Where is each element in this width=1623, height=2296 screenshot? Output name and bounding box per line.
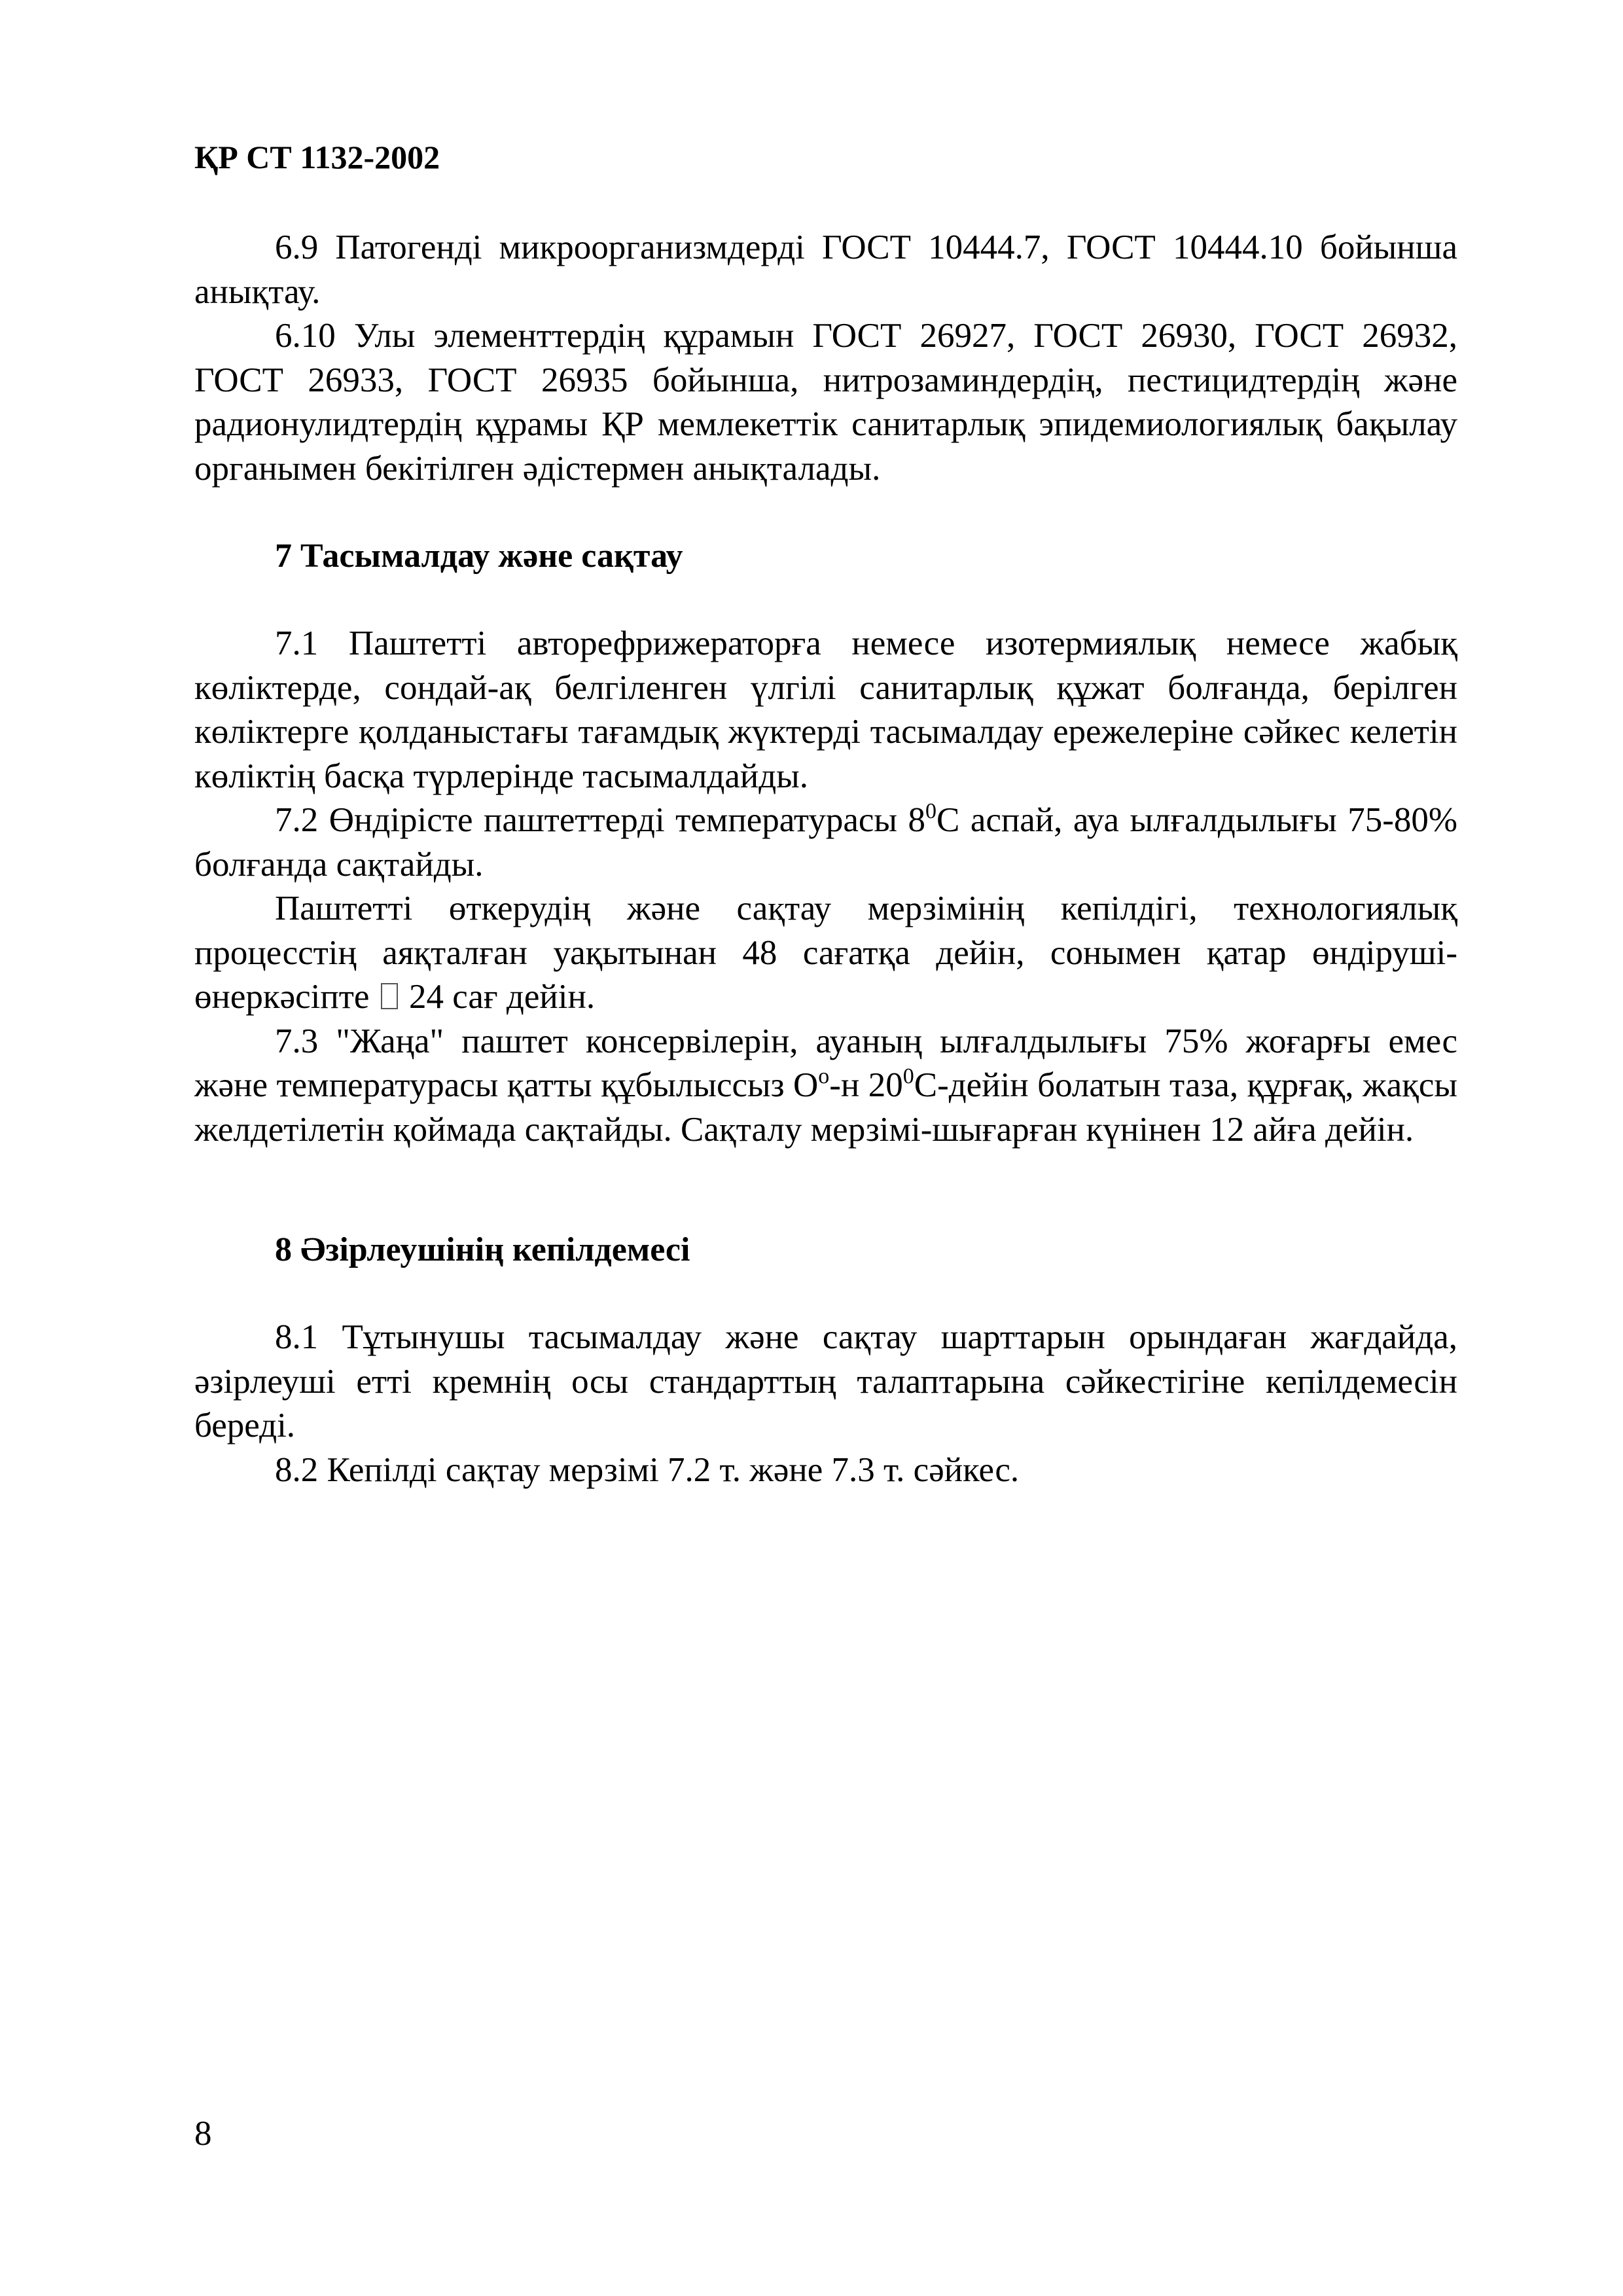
document-code: ҚР СТ 1132-2002	[194, 139, 440, 175]
paragraph-7-2-guarantee-text-a: Паштетті өткерудің және сақтау мерзімінің кепілдігі, технологиялық процесстің аяқталған уақытынан 48 сағатқа дейін, сонымен қатар өндіруші-өнеркәсіпте	[194, 889, 1457, 1016]
paragraph-7-2-text-b: С аспай, ауа ылғалдылығы 75-80% болғанда сақтайды.	[194, 801, 1457, 884]
section-7-body	[194, 622, 1457, 1152]
degree-superscript-1: о	[818, 1064, 830, 1088]
paragraph-7-1: 7.1 Паштетті авторефрижераторға немесе изотермиялық немесе жабық көліктерде, сондай-ақ белгіленген үлгілі санитарлық құжат болғанда, берілген көліктерге қолданыстағы тағамдық жүктерді тасымалдау ережелеріне сәйкес келетін көліктің басқа түрлерінде тасымалдайды.	[194, 624, 1457, 795]
paragraph-7-3	[194, 1020, 1457, 1153]
page-number: 8	[194, 2115, 212, 2153]
section-6-body	[194, 226, 1457, 491]
section-7-heading: 7 Тасымалдау және сақтау	[275, 537, 683, 575]
section-8-heading: 8 Әзірлеушінің кепілдемесі	[275, 1231, 690, 1268]
degree-superscript: 0	[925, 799, 937, 823]
paragraph-7-3-text-b: -н 20	[829, 1066, 903, 1104]
degree-superscript-2: 0	[902, 1064, 914, 1088]
paragraph-7-3-text-a: 7.3 "Жаңа" паштет консервілерін, ауаның ылғалдылығы 75% жоғарғы емес және температурасы қатты құбылыссыз О	[194, 1022, 1457, 1104]
paragraph-7-2-guarantee	[194, 887, 1457, 1020]
paragraph-8-1: 8.1 Тұтынушы тасымалдау және сақтау шарттарын орындаған жағдайда, әзірлеуші етті кремнің осы стандарттың талаптарына сәйкестігіне кепілдемесін береді.	[194, 1318, 1457, 1444]
paragraph-7-3-text-c: С-дейін болатын таза, құрғақ, жақсы желдетілетін қоймада сақтайды. Сақталу мерзімі-шығарған күнінен 12 айға дейін.	[194, 1066, 1457, 1149]
section-8-body	[194, 1316, 1457, 1492]
paragraph-6-10: 6.10 Улы элементтердің құрамын ГОСТ 26927, ГОСТ 26930, ГОСТ 26932, ГОСТ 26933, ГОСТ 26935 бойынша, нитрозаминдердің, пестицидтердің және радионулидтердің құрамы ҚР мемлекеттік санитарлық эпидемиологиялық бақылау органымен бекітілген әдістермен анықталады.	[194, 317, 1457, 488]
paragraph-7-2	[194, 798, 1457, 887]
missing-glyph-icon	[381, 983, 398, 1009]
paragraph-7-2-text-a: 7.2 Өндірісте паштеттерді температурасы 8	[275, 801, 926, 839]
paragraph-8-2: 8.2 Кепілді сақтау мерзімі 7.2 т. және 7.3 т. сәйкес.	[275, 1450, 1020, 1489]
paragraph-7-2-guarantee-text-b: 24 сағ дейін.	[408, 978, 596, 1016]
paragraph-6-9: 6.9 Патогенді микроорганизмдерді ГОСТ 10444.7, ГОСТ 10444.10 бойынша анықтау.	[194, 228, 1457, 311]
